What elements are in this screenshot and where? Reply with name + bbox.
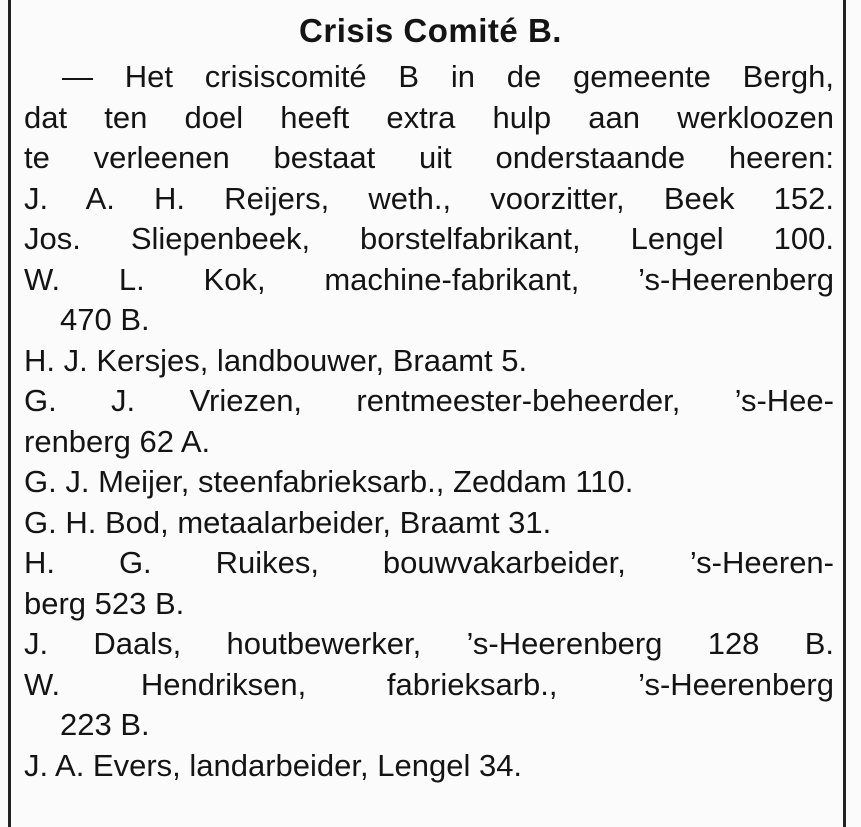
article-body — [24, 57, 834, 786]
article-line: te verleenen bestaat uit onderstaande heeren: — [24, 140, 834, 175]
column-rule-right — [843, 0, 846, 827]
member-entry: Jos. Sliepenbeek, borstelfabrikant, Lengel 100. — [24, 221, 834, 256]
member-entry: G. J. Meijer, steenfabrieksarb., Zeddam 110. — [24, 464, 634, 499]
member-entry: W. L. Kok, machine-fabrikant, ’s-Heerenberg — [24, 261, 834, 297]
article-title: Crisis Comité B. — [299, 12, 562, 49]
member-entry: G. J. Vriezen, rentmeester-beheerder, ’s-Hee- — [24, 383, 834, 418]
member-entry-continuation: 470 B. — [60, 302, 150, 337]
member-entry: W. Hendriksen, fabrieksarb., ’s-Heerenberg — [24, 666, 834, 702]
member-entry-continuation: renberg 62 A. — [24, 423, 211, 459]
member-entry: J. A. H. Reijers, weth., voorzitter, Beek 152. — [24, 180, 834, 216]
article-line: — Het crisiscomité B in de gemeente Bergh, — [62, 59, 834, 94]
column-rule-left — [8, 0, 11, 827]
member-entry-continuation: 223 B. — [60, 707, 150, 742]
member-entry: J. Daals, houtbewerker, ’s-Heerenberg 128 B. — [24, 626, 834, 661]
member-entry: H. J. Kersjes, landbouwer, Braamt 5. — [24, 342, 528, 378]
member-entry: G. H. Bod, metaalarbeider, Braamt 31. — [24, 504, 552, 540]
article-line: dat ten doel heeft extra hulp aan werkloozen — [24, 99, 834, 135]
member-entry-continuation: berg 523 B. — [24, 585, 185, 621]
member-entry: H. G. Ruikes, bouwvakarbeider, ’s-Heeren- — [24, 545, 834, 580]
member-entry: J. A. Evers, landarbeider, Lengel 34. — [24, 747, 523, 783]
